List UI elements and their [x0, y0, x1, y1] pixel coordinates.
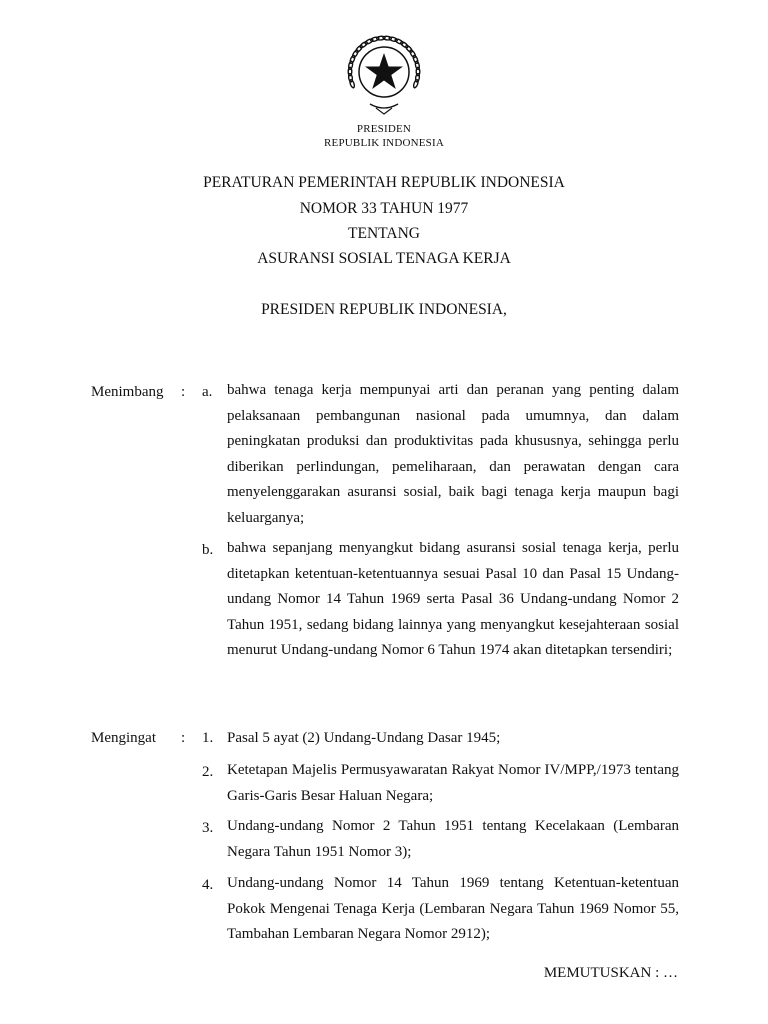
- title-line-4: ASURANSI SOSIAL TENAGA KERJA: [257, 250, 511, 267]
- menimbang-marker-b: b.: [202, 542, 214, 558]
- mengingat-item-3: Undang-undang Nomor 2 Tahun 1951 tentang Kecelakaan (Lembaran Negara Tahun 1951 Nomor 3);: [227, 818, 679, 860]
- mengingat-item-4: Undang-undang Nomor 14 Tahun 1969 tentang Ketentuan-ketentuan Pokok Mengenai Tenaga Kerja (Lembaran Negara Tahun 1969 Nomor 55, Tambahan Lembaran Negara Nomor 2912);: [227, 875, 679, 943]
- wreath-leaf: [400, 41, 409, 49]
- title-line-3: TENTANG: [348, 225, 420, 242]
- mengingat-marker-1: 1.: [202, 730, 214, 746]
- title-line-1: PERATURAN PEMERINTAH REPUBLIK INDONESIA: [203, 174, 565, 191]
- garuda-star-seal-icon: [336, 32, 432, 120]
- mengingat-item-1: Pasal 5 ayat (2) Undang-Undang Dasar 1945;: [227, 730, 501, 746]
- office-line-2: REPUBLIK INDONESIA: [323, 137, 444, 149]
- mengingat-item-2: Ketetapan Majelis Permusyawaratan Rakyat Nomor IV/MPP,/1973 tentang Garis-Garis Besar Haluan Negara;: [227, 762, 679, 804]
- mengingat-marker-2: 2.: [202, 764, 214, 780]
- wreath-leaf: [359, 41, 368, 49]
- office-line-1: PRESIDEN: [356, 123, 412, 135]
- menimbang-marker-a: a.: [202, 384, 213, 400]
- wreath-leaf: [413, 79, 419, 88]
- mengingat-marker-4: 4.: [202, 877, 214, 893]
- wreath-leaf: [355, 45, 363, 54]
- menimbang-item-b: bahwa sepanjang menyangkut bidang asuransi sosial tenaga kerja, perlu ditetapkan ketentuan-ketentuannya sesuai Pasal 10 dan Pasal 15 Undang-undang Nomor 14 Tahun 1969 serta Pasal 36 Undang-undang Nomor 2 Tahun 1951, sedang bidang lainnya yang menyangkut kesejahteraan sosial menurut Undang-undang Nomor 6 Tahun 1974 akan ditetapkan tersendiri;: [227, 540, 679, 659]
- mengingat-colon: :: [181, 730, 186, 746]
- wreath-leaf: [349, 79, 355, 88]
- menimbang-label: Menimbang: [91, 384, 164, 400]
- menimbang-colon: :: [181, 384, 186, 400]
- wreath-leaf: [405, 45, 413, 54]
- opening-line: PRESIDEN REPUBLIK INDONESIA,: [261, 301, 507, 318]
- menimbang-item-a: bahwa tenaga kerja mempunyai arti dan peranan yang penting dalam pelaksanaan pembangunan nasional pada umumnya, dan dalam peningkatan produksi dan produktivitas pada khususnya, sehingga perlu diberikan perlindungan, pemeliharaan, dan perawatan dengan cara menyelenggarakan asuransi sosial, baik bagi tenaga kerja maupun bagi keluarganya;: [227, 382, 679, 526]
- next-page-catchword: MEMUTUSKAN : …: [543, 965, 678, 981]
- mengingat-label: Mengingat: [91, 730, 156, 746]
- title-line-2: NOMOR 33 TAHUN 1977: [299, 200, 469, 217]
- mengingat-marker-3: 3.: [202, 820, 214, 836]
